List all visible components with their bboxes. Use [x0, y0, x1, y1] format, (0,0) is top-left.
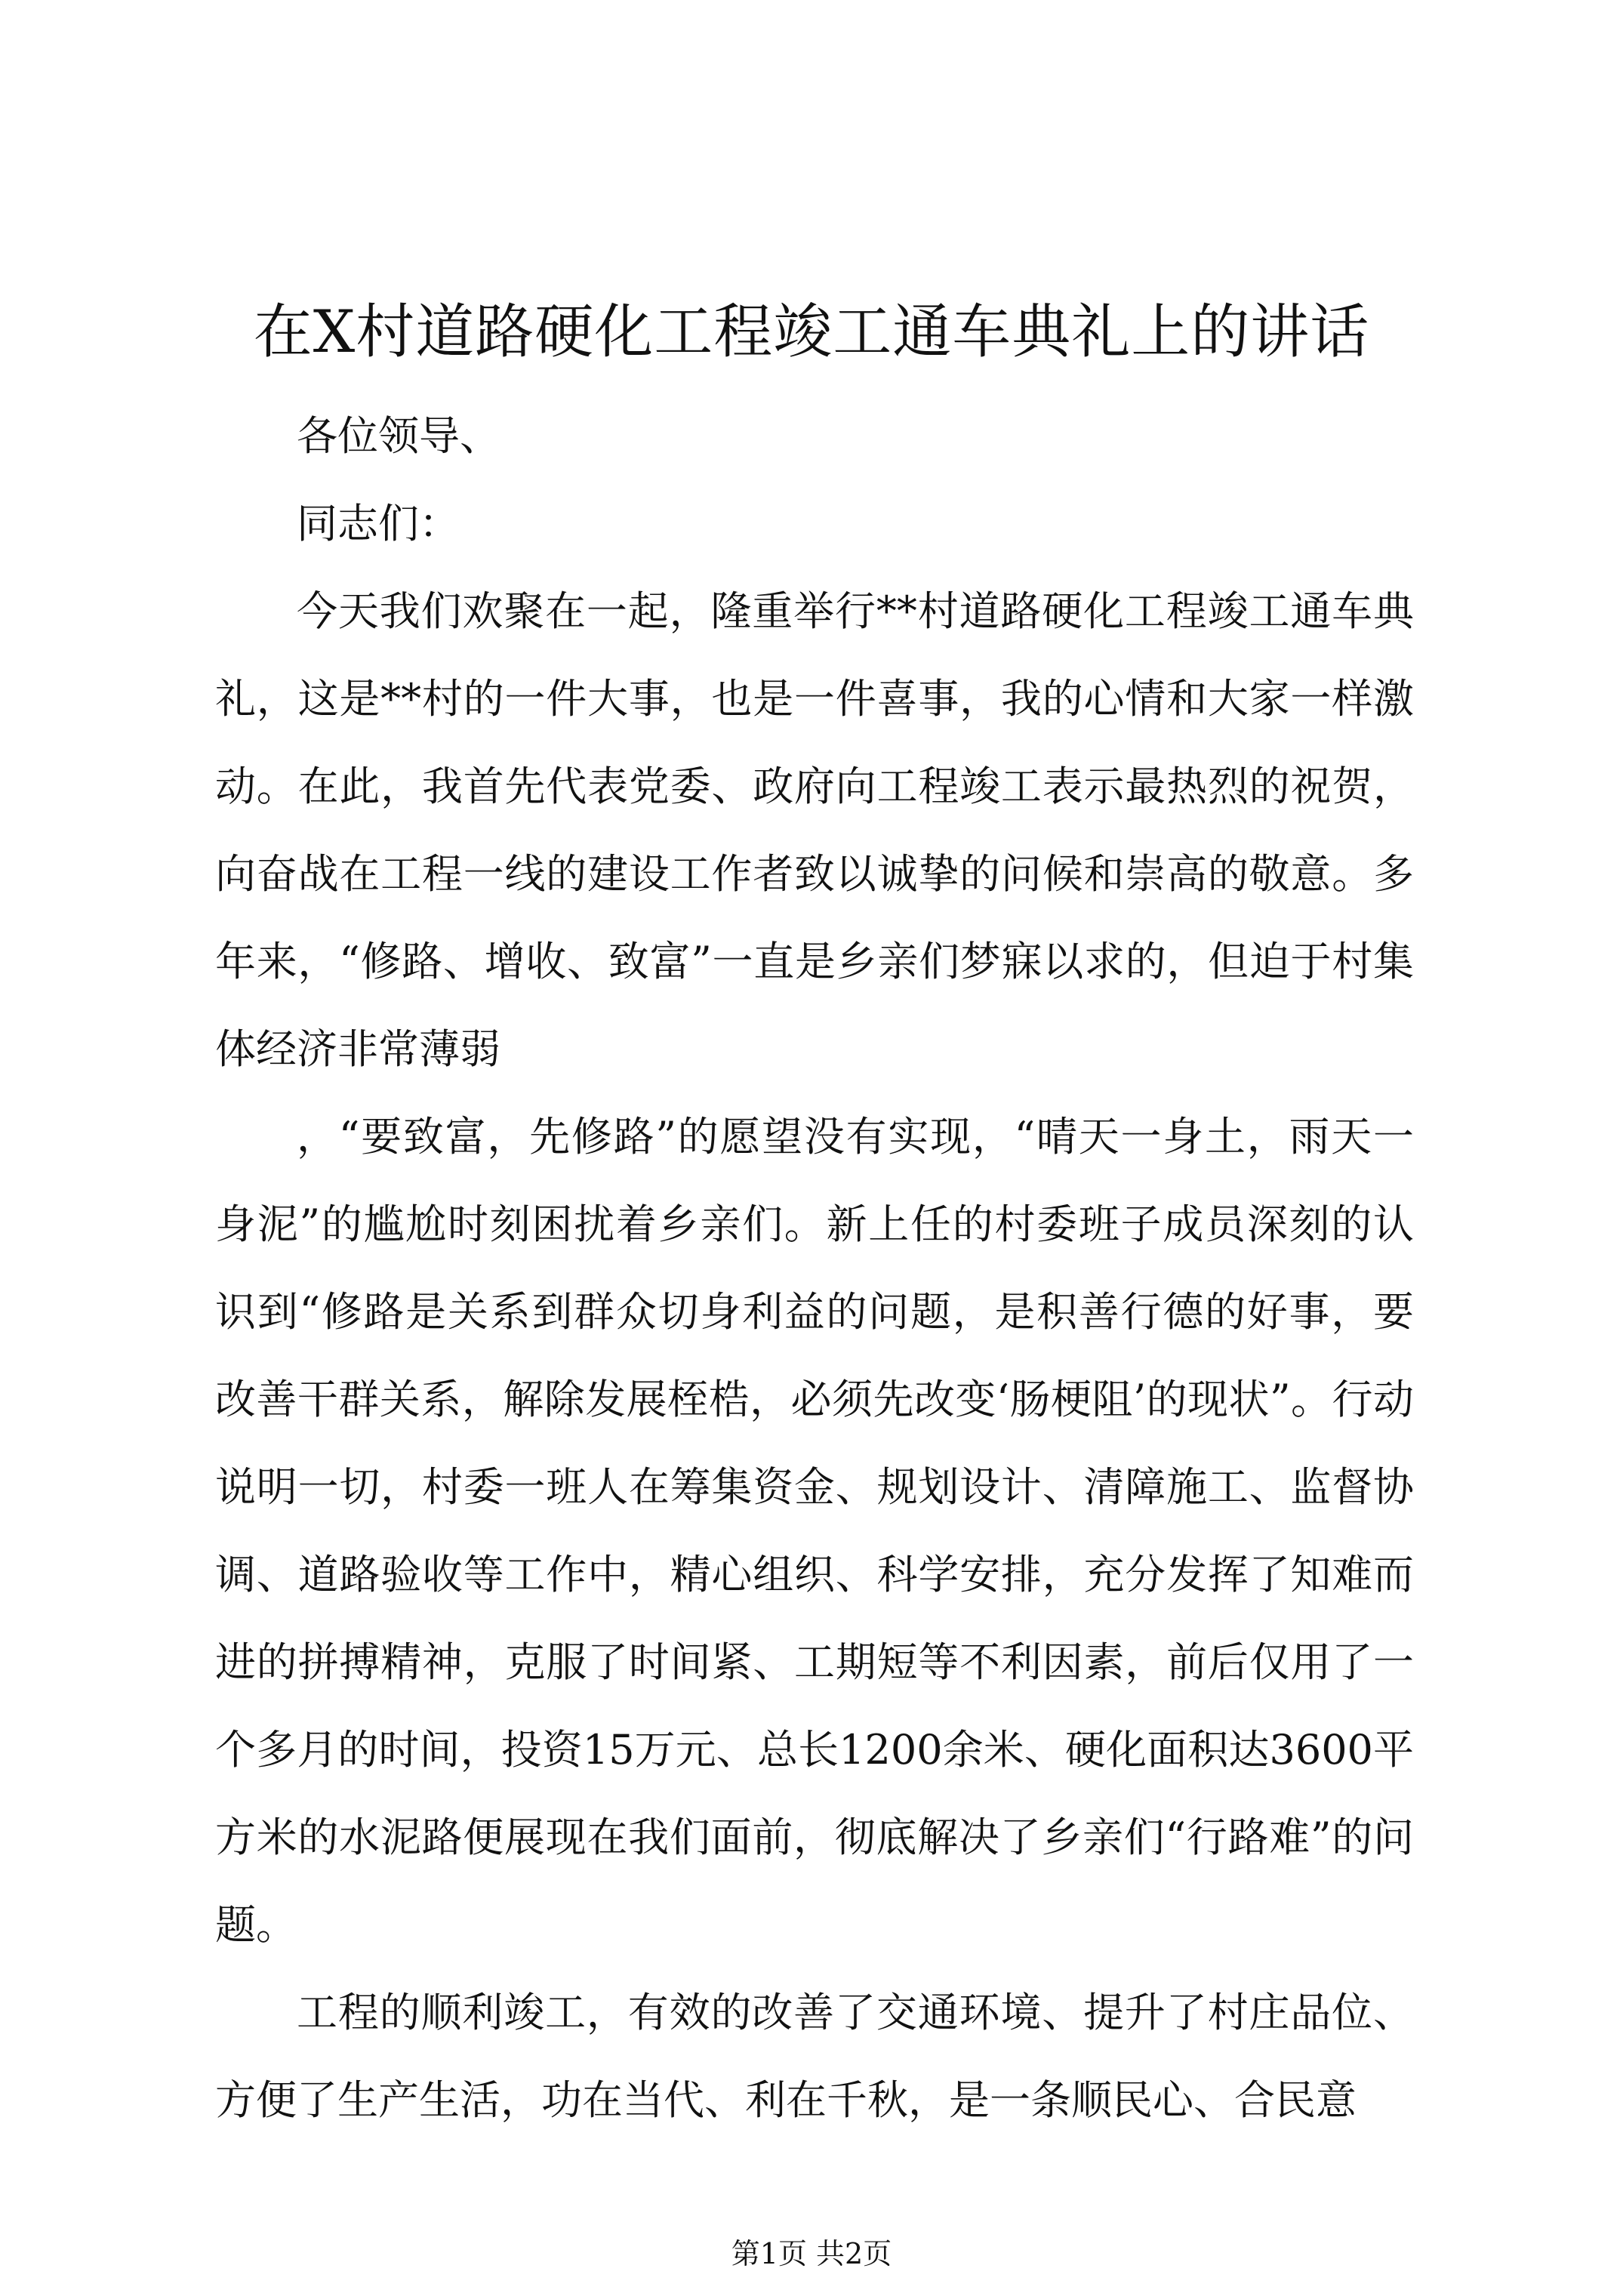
body-paragraph-2: ，“要致富，先修路”的愿望没有实现，“晴天一身土，雨天一身泥”的尴尬时刻困扰着乡亲们。新上任的村委班子成员深刻的认识到“修路是关系到群众切身利益的问题，是积善行德的好事，要改善干群关系，解除发展桎梏，必须先改变‘肠梗阻’的现状”。行动说明一切，村委一班人在筹集资金、规划设计、清障施工、监督协调、道路验收等工作中，精心组织、科学安排，充分发挥了知难而进的拼搏精神，克服了时间紧、工期短等不利因素，前后仅用了一个多月的时间，投资15万元、总长1200余米、硬化面积达3600平方米的水泥路便展现在我们面前，彻底解决了乡亲们“行路难”的问题。	[215, 1113, 1414, 1949]
page-number-footer: 第1页 共2页	[731, 2237, 892, 2270]
body-paragraph-3: 工程的顺利竣工，有效的改善了交通环境、提升了村庄品位、方便了生产生活，功在当代、利在千秋，是一条顺民心、合民意	[215, 1989, 1414, 2124]
greeting-line-2: 同志们：	[297, 500, 460, 547]
document-body	[215, 393, 1414, 2144]
greeting-line-1: 各位领导、	[297, 412, 500, 460]
document-title: 在X村道路硬化工程竣工通车典礼上的讲话	[253, 298, 1370, 366]
body-paragraph-1: 今天我们欢聚在一起，隆重举行**村道路硬化工程竣工通车典礼，这是**村的一件大事，也是一件喜事，我的心情和大家一样激动。在此，我首先代表党委、政府向工程竣工表示最热烈的祝贺，向奋战在工程一线的建设工作者致以诚挚的问候和崇高的敬意。多年来，“修路、增收、致富”一直是乡亲们梦寐以求的，但迫于村集体经济非常薄弱	[215, 587, 1414, 1073]
